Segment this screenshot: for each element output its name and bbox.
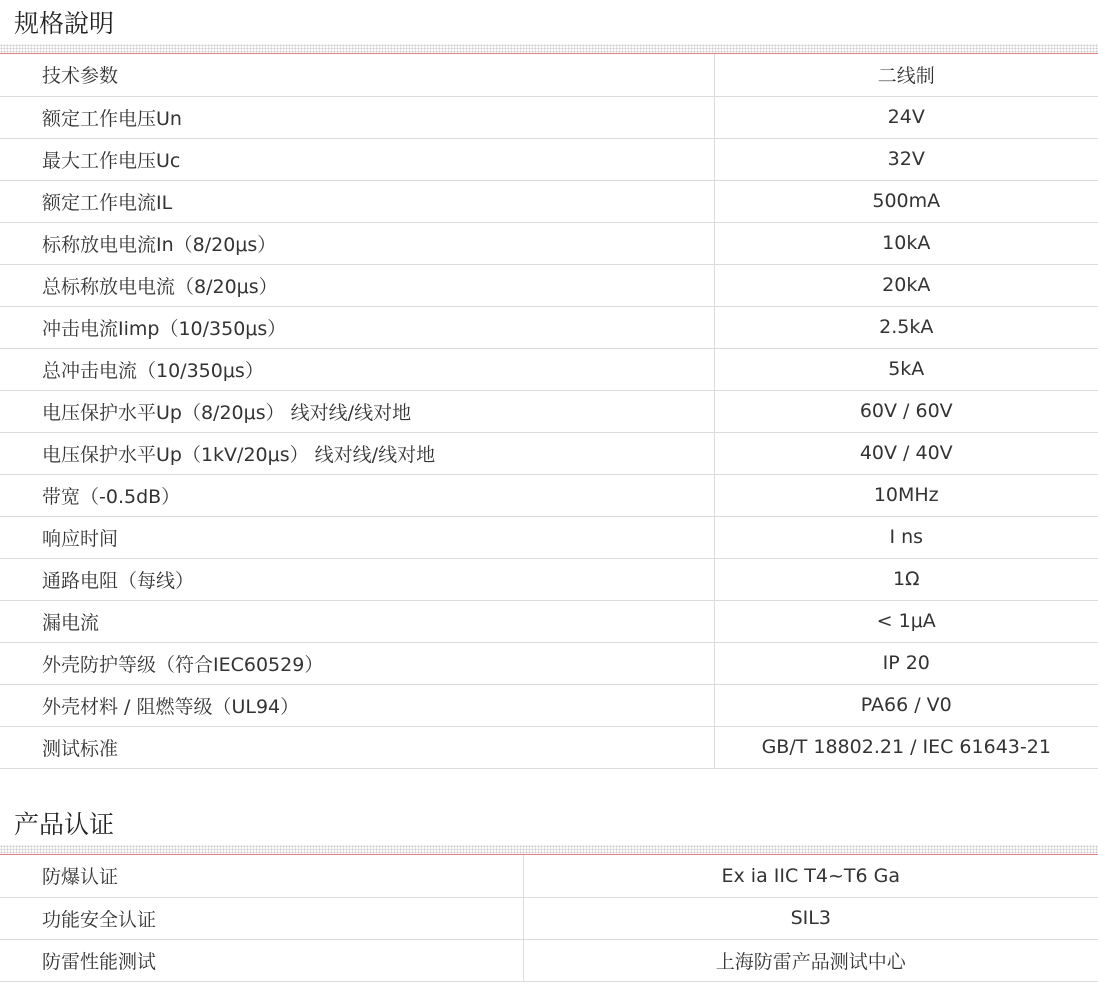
table-row	[0, 516, 1098, 558]
row-value: I ns	[714, 516, 1098, 558]
cert-section-title: 产品认证	[14, 810, 115, 839]
spec-section-title: 规格說明	[14, 9, 115, 38]
cert-table	[0, 855, 1098, 982]
table-row	[0, 642, 1098, 684]
table-row	[0, 138, 1098, 180]
table-row	[0, 306, 1098, 348]
row-value: < 1μA	[714, 600, 1098, 642]
table-row	[0, 96, 1098, 138]
row-label: 额定工作电流IL	[0, 180, 714, 222]
row-label: 总标称放电电流（8/20μs）	[0, 264, 714, 306]
table-row	[0, 432, 1098, 474]
spec-title-dotted-rule	[0, 44, 1098, 53]
row-label: 标称放电电流In（8/20μs）	[0, 222, 714, 264]
table-row	[0, 855, 1098, 897]
table-row	[0, 684, 1098, 726]
row-label: 电压保护水平Up（8/20μs） 线对线/线对地	[0, 390, 714, 432]
row-label: 外壳防护等级（符合IEC60529）	[0, 642, 714, 684]
row-value: 10kA	[714, 222, 1098, 264]
row-value: IP 20	[714, 642, 1098, 684]
row-label: 冲击电流Iimp（10/350μs）	[0, 306, 714, 348]
row-label: 响应时间	[0, 516, 714, 558]
row-value: 上海防雷产品测试中心	[523, 939, 1098, 981]
row-value: 10MHz	[714, 474, 1098, 516]
row-value: Ex ia IIC T4~T6 Ga	[523, 855, 1098, 897]
row-value: 20kA	[714, 264, 1098, 306]
row-label: 测试标准	[0, 726, 714, 768]
row-label: 电压保护水平Up（1kV/20μs） 线对线/线对地	[0, 432, 714, 474]
table-row	[0, 897, 1098, 939]
table-row	[0, 390, 1098, 432]
row-value: GB/T 18802.21 / IEC 61643-21	[714, 726, 1098, 768]
row-label: 漏电流	[0, 600, 714, 642]
table-row	[0, 939, 1098, 981]
table-row	[0, 726, 1098, 768]
row-label: 外壳材料 / 阻燃等级（UL94）	[0, 684, 714, 726]
row-label: 额定工作电压Un	[0, 96, 714, 138]
row-value: 40V / 40V	[714, 432, 1098, 474]
table-row	[0, 54, 1098, 96]
row-value: 60V / 60V	[714, 390, 1098, 432]
spec-table	[0, 54, 1098, 769]
table-row	[0, 348, 1098, 390]
row-value: 5kA	[714, 348, 1098, 390]
row-value: 32V	[714, 138, 1098, 180]
row-label: 技术参数	[0, 54, 714, 96]
row-label: 防爆认证	[0, 855, 523, 897]
table-row	[0, 222, 1098, 264]
row-label: 总冲击电流（10/350μs）	[0, 348, 714, 390]
row-value: 1Ω	[714, 558, 1098, 600]
row-value: 24V	[714, 96, 1098, 138]
row-value: 500mA	[714, 180, 1098, 222]
row-label: 防雷性能测试	[0, 939, 523, 981]
table-row	[0, 558, 1098, 600]
row-value: PA66 / V0	[714, 684, 1098, 726]
row-label: 通路电阻（每线）	[0, 558, 714, 600]
row-value: 2.5kA	[714, 306, 1098, 348]
table-row	[0, 264, 1098, 306]
row-label: 最大工作电压Uc	[0, 138, 714, 180]
row-label: 带宽（-0.5dB）	[0, 474, 714, 516]
row-value: 二线制	[714, 54, 1098, 96]
table-row	[0, 600, 1098, 642]
row-value: SIL3	[523, 897, 1098, 939]
table-row	[0, 180, 1098, 222]
cert-title-dotted-rule	[0, 845, 1098, 854]
table-row	[0, 474, 1098, 516]
row-label: 功能安全认证	[0, 897, 523, 939]
